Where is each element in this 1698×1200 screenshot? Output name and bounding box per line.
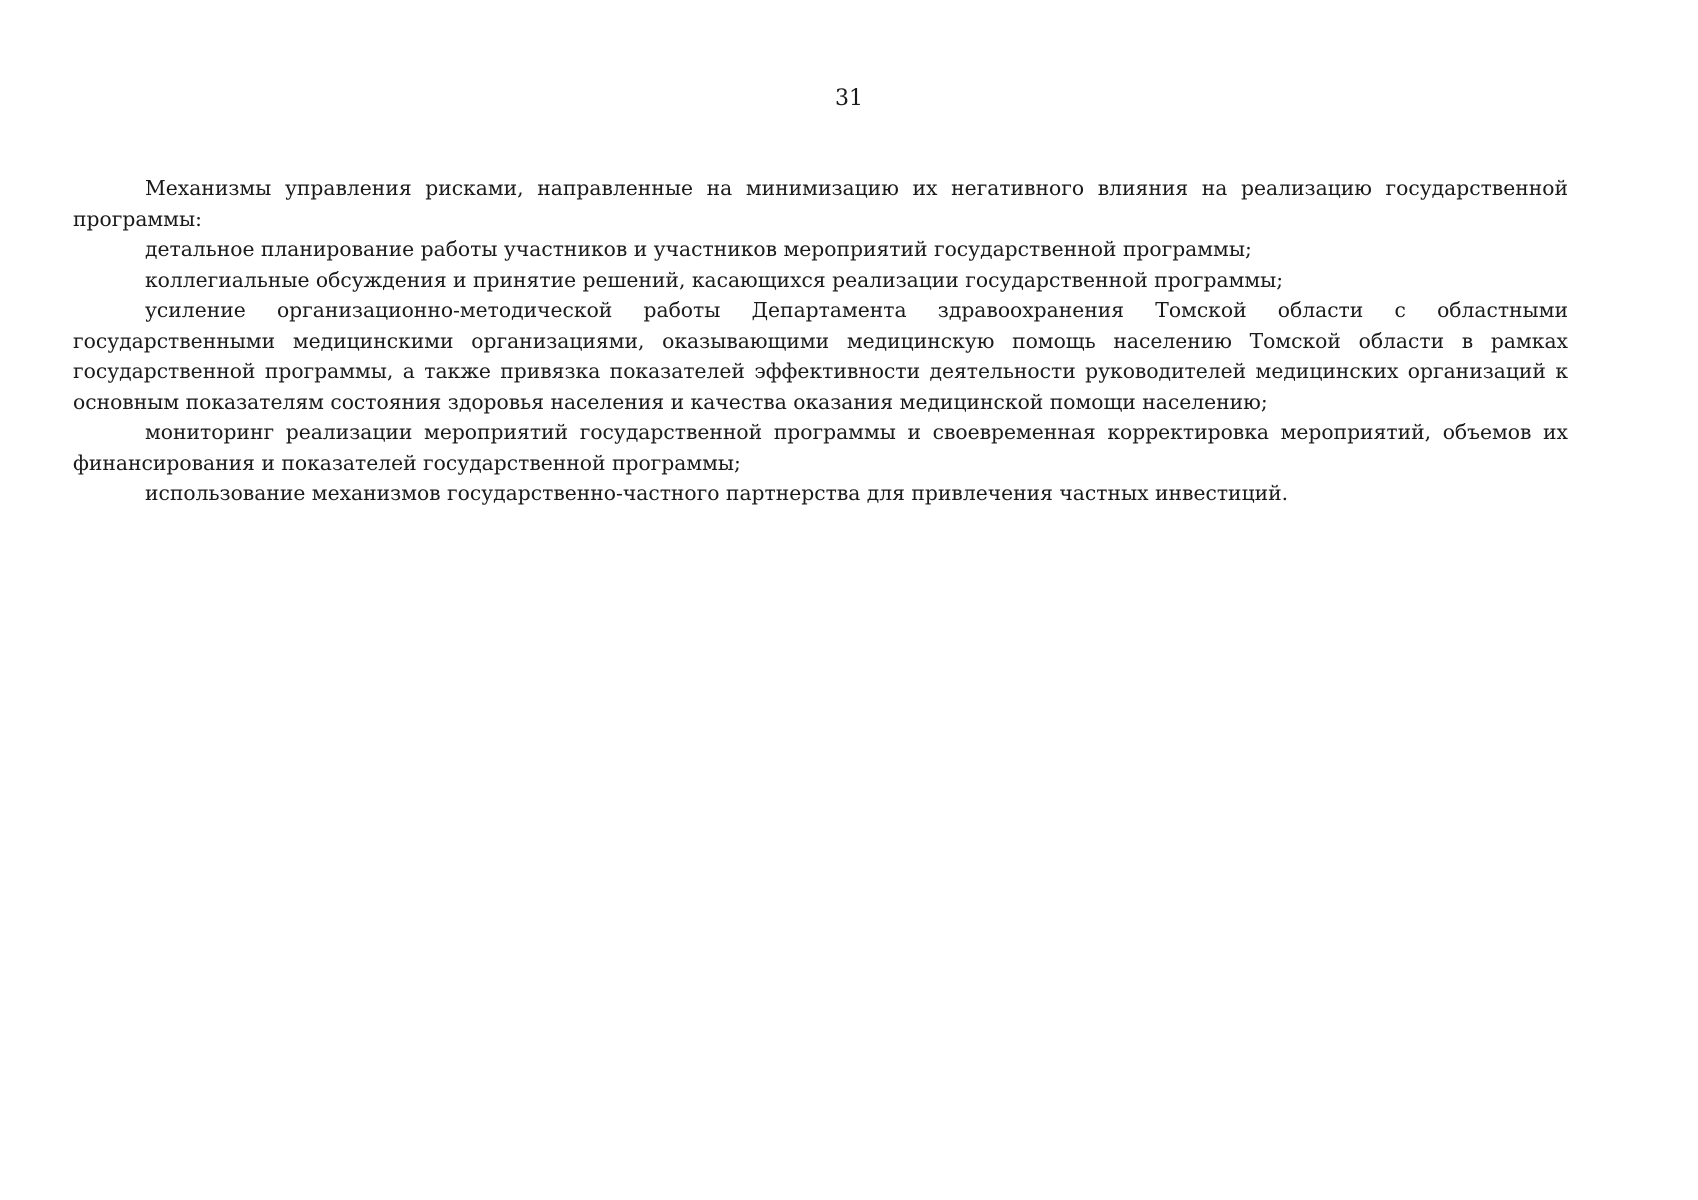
- document-body: [73, 173, 1568, 509]
- paragraph-collegial-discussions: коллегиальные обсуждения и принятие решений, касающихся реализации государственной программы;: [145, 267, 1284, 292]
- paragraph-methodical-work: усиление организационно-методической работы Департамента здравоохранения Томской области с областными государственными медицинскими организациями, оказывающими медицинскую помощь населению Томской области в рамках государственной программы, а также привязка показателей эффективности деятельности руководителей медицинских организаций к основным показателям состояния здоровья населения и качества оказания медицинской помощи населению;: [73, 298, 1568, 414]
- page-number: 31: [835, 86, 863, 111]
- paragraph-public-private-partnership: использование механизмов государственно-частного партнерства для привлечения частных инвестиций.: [145, 481, 1289, 505]
- paragraph-monitoring: мониторинг реализации мероприятий государственной программы и своевременная корректировка мероприятий, объемов их финансирования и показателей государственной программы;: [73, 420, 1568, 475]
- paragraph-risk-mechanisms-intro: Механизмы управления рисками, направленные на минимизацию их негативного влияния на реализацию государственной программы:: [73, 176, 1568, 231]
- paragraph-detailed-planning: детальное планирование работы участников и участников мероприятий государственной программы;: [145, 237, 1252, 261]
